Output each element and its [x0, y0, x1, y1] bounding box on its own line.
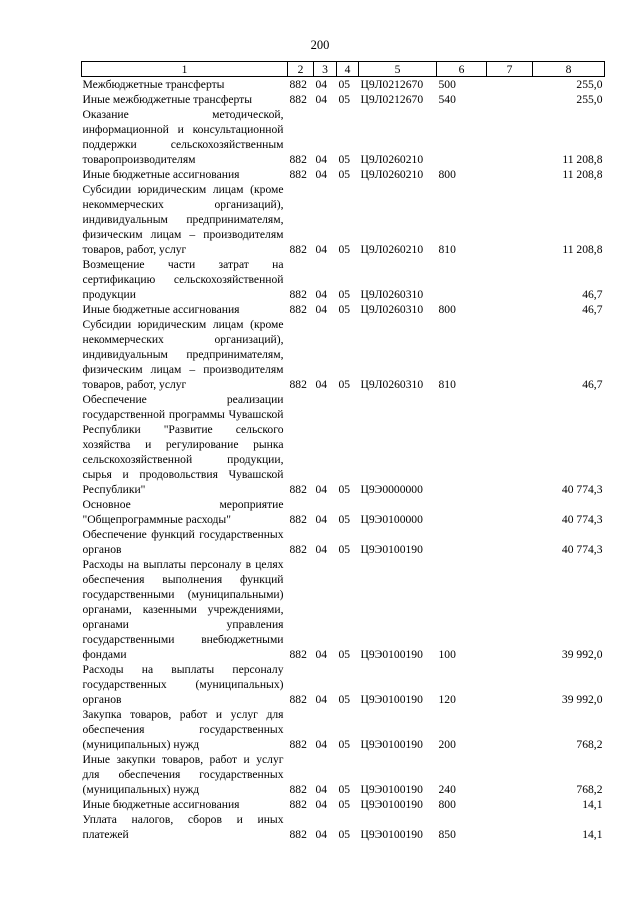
cell-subsection: 05: [338, 828, 351, 841]
cell-col7: [487, 107, 533, 167]
cell-amount: 768,2: [576, 783, 603, 796]
cell-expense-type: 810: [438, 243, 456, 256]
table-row: [82, 527, 605, 557]
cell-section: 04: [315, 78, 328, 91]
cell-subsection: 05: [338, 303, 351, 316]
cell-admin-code: 882: [289, 738, 307, 751]
cell-target-article: Ц9Л0260310: [360, 378, 424, 391]
cell-subsection: 05: [338, 243, 351, 256]
row-name: Иные бюджетные ассигнования: [82, 303, 240, 316]
cell-section: 04: [315, 693, 328, 706]
cell-admin-code: 882: [289, 303, 307, 316]
row-name: Межбюджетные трансферты: [82, 78, 225, 91]
cell-expense-type: 240: [438, 783, 456, 796]
cell-col7: [487, 182, 533, 257]
cell-expense-type: 800: [438, 798, 456, 811]
cell-subsection: 05: [338, 798, 351, 811]
cell-col7: [487, 257, 533, 302]
cell-subsection: 05: [338, 483, 351, 496]
column-header: 7: [487, 62, 533, 77]
cell-col7: [487, 497, 533, 527]
cell-subsection: 05: [338, 648, 351, 661]
cell-expense-type: 540: [438, 93, 456, 106]
cell-amount: 768,2: [576, 738, 603, 751]
cell-amount: 40 774,3: [561, 513, 603, 526]
table-header-row: [82, 62, 605, 77]
cell-expense-type: 800: [438, 303, 456, 316]
cell-expense-type: 500: [438, 78, 456, 91]
row-name: Субсидии юридическим лицам (кроме некоммерческих организаций), индивидуальным предпринимателям, физическим лицам – производителям товаров, работ, услуг: [82, 318, 284, 391]
table-row: [82, 167, 605, 182]
cell-admin-code: 882: [289, 153, 307, 166]
cell-section: 04: [315, 153, 328, 166]
cell-admin-code: 882: [289, 288, 307, 301]
cell-subsection: 05: [338, 153, 351, 166]
cell-admin-code: 882: [289, 543, 307, 556]
cell-amount: 46,7: [582, 303, 603, 316]
cell-col7: [487, 392, 533, 497]
cell-col7: [487, 662, 533, 707]
cell-target-article: Ц9Л0260210: [360, 243, 424, 256]
cell-col7: [487, 92, 533, 107]
cell-target-article: Ц9Л0260310: [360, 288, 424, 301]
cell-amount: 11 208,8: [562, 243, 603, 256]
table-row: [82, 317, 605, 392]
cell-section: 04: [315, 303, 328, 316]
column-header: 3: [314, 62, 337, 77]
row-name: Субсидии юридическим лицам (кроме некоммерческих организаций), индивидуальным предпринимателям, физическим лицам – производителям товаров, работ, услуг: [82, 183, 284, 256]
cell-expense-type: [437, 497, 487, 527]
column-header: 8: [533, 62, 605, 77]
cell-target-article: Ц9Л0260210: [360, 168, 424, 181]
cell-subsection: 05: [338, 168, 351, 181]
cell-admin-code: 882: [289, 828, 307, 841]
cell-target-article: Ц9Э0100190: [360, 828, 423, 841]
cell-col7: [487, 812, 533, 842]
row-name: Расходы на выплаты персоналу государственных (муниципальных) органов: [82, 663, 284, 706]
cell-subsection: 05: [338, 738, 351, 751]
row-name: Обеспечение реализации государственной программы Чувашской Республики "Развитие сельского хозяйства и регулирование рынка сельскохозяйственной продукции, сырья и продовольствия Чувашской Республики": [82, 393, 284, 496]
table-row: [82, 92, 605, 107]
cell-subsection: 05: [338, 693, 351, 706]
cell-expense-type: 850: [438, 828, 456, 841]
cell-amount: 11 208,8: [562, 168, 603, 181]
cell-target-article: Ц9Л0212670: [360, 93, 424, 106]
row-name: Иные бюджетные ассигнования: [82, 168, 240, 181]
cell-expense-type: [437, 107, 487, 167]
cell-expense-type: 810: [438, 378, 456, 391]
cell-target-article: Ц9Э0100190: [360, 543, 423, 556]
cell-admin-code: 882: [289, 783, 307, 796]
row-name: Иные закупки товаров, работ и услуг для обеспечения государственных (муниципальных) нужд: [82, 753, 284, 796]
cell-col7: [487, 752, 533, 797]
column-header: 4: [337, 62, 359, 77]
cell-amount: 46,7: [582, 378, 603, 391]
row-name: Уплата налогов, сборов и иных платежей: [82, 813, 284, 841]
cell-section: 04: [315, 93, 328, 106]
cell-admin-code: 882: [289, 798, 307, 811]
table-row: [82, 182, 605, 257]
cell-admin-code: 882: [289, 243, 307, 256]
cell-expense-type: [437, 257, 487, 302]
table-row: [82, 392, 605, 497]
cell-admin-code: 882: [289, 78, 307, 91]
cell-section: 04: [315, 783, 328, 796]
table-row: [82, 107, 605, 167]
cell-expense-type: [437, 392, 487, 497]
cell-amount: 255,0: [576, 93, 603, 106]
row-name: Иные бюджетные ассигнования: [82, 798, 240, 811]
cell-amount: 39 992,0: [561, 648, 603, 661]
cell-col7: [487, 797, 533, 812]
cell-target-article: Ц9Э0100000: [360, 513, 423, 526]
cell-amount: 14,1: [582, 798, 603, 811]
page-number: 200: [310, 38, 330, 52]
column-header: 1: [82, 62, 288, 77]
row-name: Основное мероприятие "Общепрограммные расходы": [82, 498, 284, 526]
cell-col7: [487, 77, 533, 93]
budget-table: [81, 61, 605, 842]
cell-target-article: Ц9Э0100190: [360, 693, 423, 706]
table-row: [82, 302, 605, 317]
cell-amount: 46,7: [582, 288, 603, 301]
table-row: [82, 662, 605, 707]
cell-amount: 39 992,0: [561, 693, 603, 706]
table-row: [82, 77, 605, 93]
row-name: Расходы на выплаты персоналу в целях обеспечения выполнения функций государственными (муниципальными) органами, казенными учреждениями, органами управления государственными внебюджетными фондами: [82, 558, 284, 661]
cell-section: 04: [315, 378, 328, 391]
cell-admin-code: 882: [289, 693, 307, 706]
cell-col7: [487, 317, 533, 392]
cell-section: 04: [315, 543, 328, 556]
cell-admin-code: 882: [289, 168, 307, 181]
cell-subsection: 05: [338, 378, 351, 391]
column-header: 6: [437, 62, 487, 77]
cell-subsection: 05: [338, 78, 351, 91]
cell-subsection: 05: [338, 288, 351, 301]
cell-subsection: 05: [338, 543, 351, 556]
cell-expense-type: 800: [438, 168, 456, 181]
cell-subsection: 05: [338, 783, 351, 796]
cell-target-article: Ц9Э0100190: [360, 738, 423, 751]
cell-col7: [487, 167, 533, 182]
cell-amount: 40 774,3: [561, 483, 603, 496]
cell-admin-code: 882: [289, 513, 307, 526]
table-row: [82, 557, 605, 662]
cell-admin-code: 882: [289, 378, 307, 391]
cell-amount: 40 774,3: [561, 543, 603, 556]
cell-section: 04: [315, 828, 328, 841]
cell-section: 04: [315, 798, 328, 811]
row-name: Иные межбюджетные трансферты: [82, 93, 253, 106]
column-header: 2: [288, 62, 314, 77]
cell-expense-type: [437, 527, 487, 557]
cell-target-article: Ц9Э0100190: [360, 648, 423, 661]
cell-amount: 255,0: [576, 78, 603, 91]
cell-target-article: Ц9Э0100190: [360, 798, 423, 811]
cell-section: 04: [315, 243, 328, 256]
table-row: [82, 797, 605, 812]
row-name: Оказание методической, информационной и консультационной поддержки сельскохозяйственным товаропроизводителям: [82, 108, 284, 166]
table-row: [82, 707, 605, 752]
table-row: [82, 812, 605, 842]
cell-expense-type: 100: [438, 648, 456, 661]
cell-subsection: 05: [338, 93, 351, 106]
cell-col7: [487, 527, 533, 557]
cell-section: 04: [315, 738, 328, 751]
cell-admin-code: 882: [289, 93, 307, 106]
cell-target-article: Ц9Э0100190: [360, 783, 423, 796]
table-row: [82, 752, 605, 797]
row-name: Обеспечение функций государственных органов: [82, 528, 284, 556]
row-name: Возмещение части затрат на сертификацию сельскохозяйственной продукции: [82, 258, 284, 301]
cell-expense-type: 200: [438, 738, 456, 751]
cell-amount: 11 208,8: [562, 153, 603, 166]
cell-col7: [487, 557, 533, 662]
cell-target-article: Ц9Л0260210: [360, 153, 424, 166]
cell-target-article: Ц9Л0260310: [360, 303, 424, 316]
row-name: Закупка товаров, работ и услуг для обеспечения государственных (муниципальных) нужд: [82, 708, 284, 751]
cell-section: 04: [315, 168, 328, 181]
cell-admin-code: 882: [289, 483, 307, 496]
table-row: [82, 257, 605, 302]
cell-amount: 14,1: [582, 828, 603, 841]
cell-col7: [487, 707, 533, 752]
cell-section: 04: [315, 288, 328, 301]
cell-expense-type: 120: [438, 693, 456, 706]
column-header: 5: [359, 62, 437, 77]
cell-target-article: Ц9Л0212670: [360, 78, 424, 91]
cell-admin-code: 882: [289, 648, 307, 661]
cell-target-article: Ц9Э0000000: [360, 483, 423, 496]
cell-section: 04: [315, 648, 328, 661]
table-row: [82, 497, 605, 527]
cell-section: 04: [315, 483, 328, 496]
cell-col7: [487, 302, 533, 317]
cell-section: 04: [315, 513, 328, 526]
cell-subsection: 05: [338, 513, 351, 526]
